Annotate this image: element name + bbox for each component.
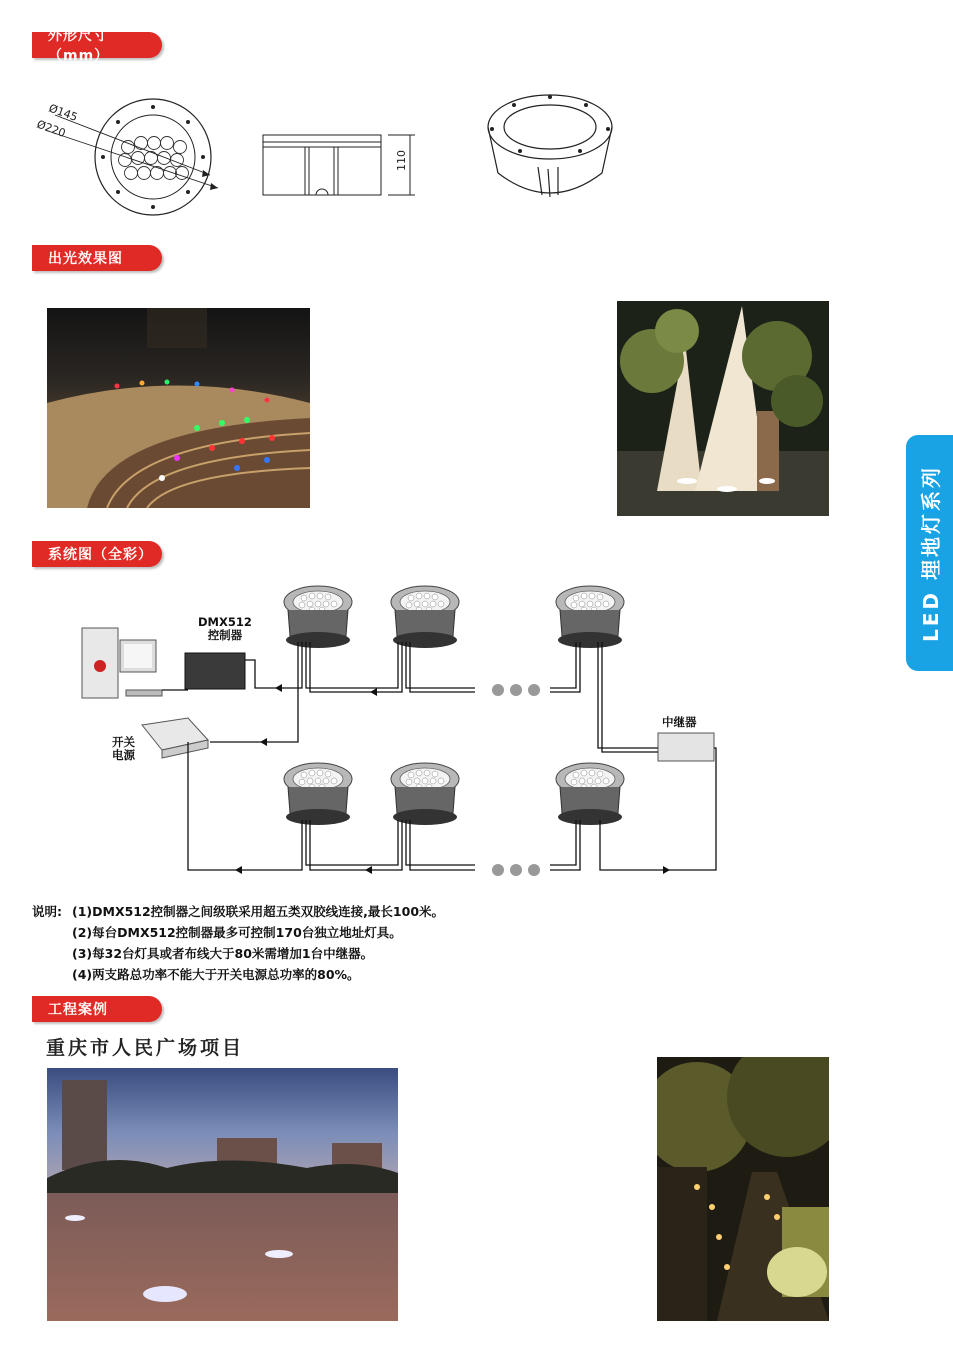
controller-label: DMX512 控制器 [198,615,252,642]
top-view-drawing [95,99,211,215]
project-title: 重庆市人民广场项目 [46,1037,245,1059]
perspective-drawing [488,95,612,197]
section-title-dimensions: 外形尺寸（mm） [48,28,110,64]
note-item-2: (2)每台DMX512控制器最多可控制170台独立地址灯具。 [72,925,402,940]
note-item-3: (3)每32台灯具或者布线大于80米需增加1台中继器。 [72,946,374,961]
computer-icon [82,628,162,698]
series-side-tab-label: LED 埋地灯系列 [919,464,944,642]
section-tab-system [32,541,162,567]
side-view-drawing [263,135,415,195]
notes-lead: 说明: [32,904,62,919]
repeater-label: 中继器 [662,715,697,729]
series-side-tab [906,435,953,671]
effect-photo-sculpture [617,301,829,516]
lamp-1 [284,586,352,648]
lamp-5 [391,763,459,825]
diameter-small-label: Ø145 [46,101,80,124]
section-title-system: 系统图（全彩） [48,547,153,563]
section-title-light-effect: 出光效果图 [48,251,123,267]
section-tab-cases [32,996,162,1022]
lamp-2 [391,586,459,648]
height-label: 110 [395,150,408,171]
dmx512-controller-icon [185,653,245,689]
notes-block [32,901,444,985]
lamp-6 [556,763,624,825]
diameter-large-label: Ø220 [34,117,68,140]
lamp-4 [284,763,352,825]
section-tab-light-effect [32,245,162,271]
project-photo-path [657,1057,829,1321]
project-photo-square [47,1068,398,1321]
note-item-4: (4)两支路总功率不能大于开关电源总功率的80%。 [72,967,360,982]
section-tab-dimensions [32,28,162,64]
effect-photo-steps [47,308,310,508]
note-item-1: (1)DMX512控制器之间级联采用超五类双胶线连接,最长100米。 [72,904,445,919]
lamp-3 [556,586,624,648]
dimension-drawing [20,85,660,225]
power-supply-icon [142,718,208,758]
section-title-cases: 工程案例 [48,1002,108,1018]
system-diagram [80,580,740,880]
repeater-icon [658,733,714,761]
power-supply-label: 开关 电源 [112,735,135,762]
